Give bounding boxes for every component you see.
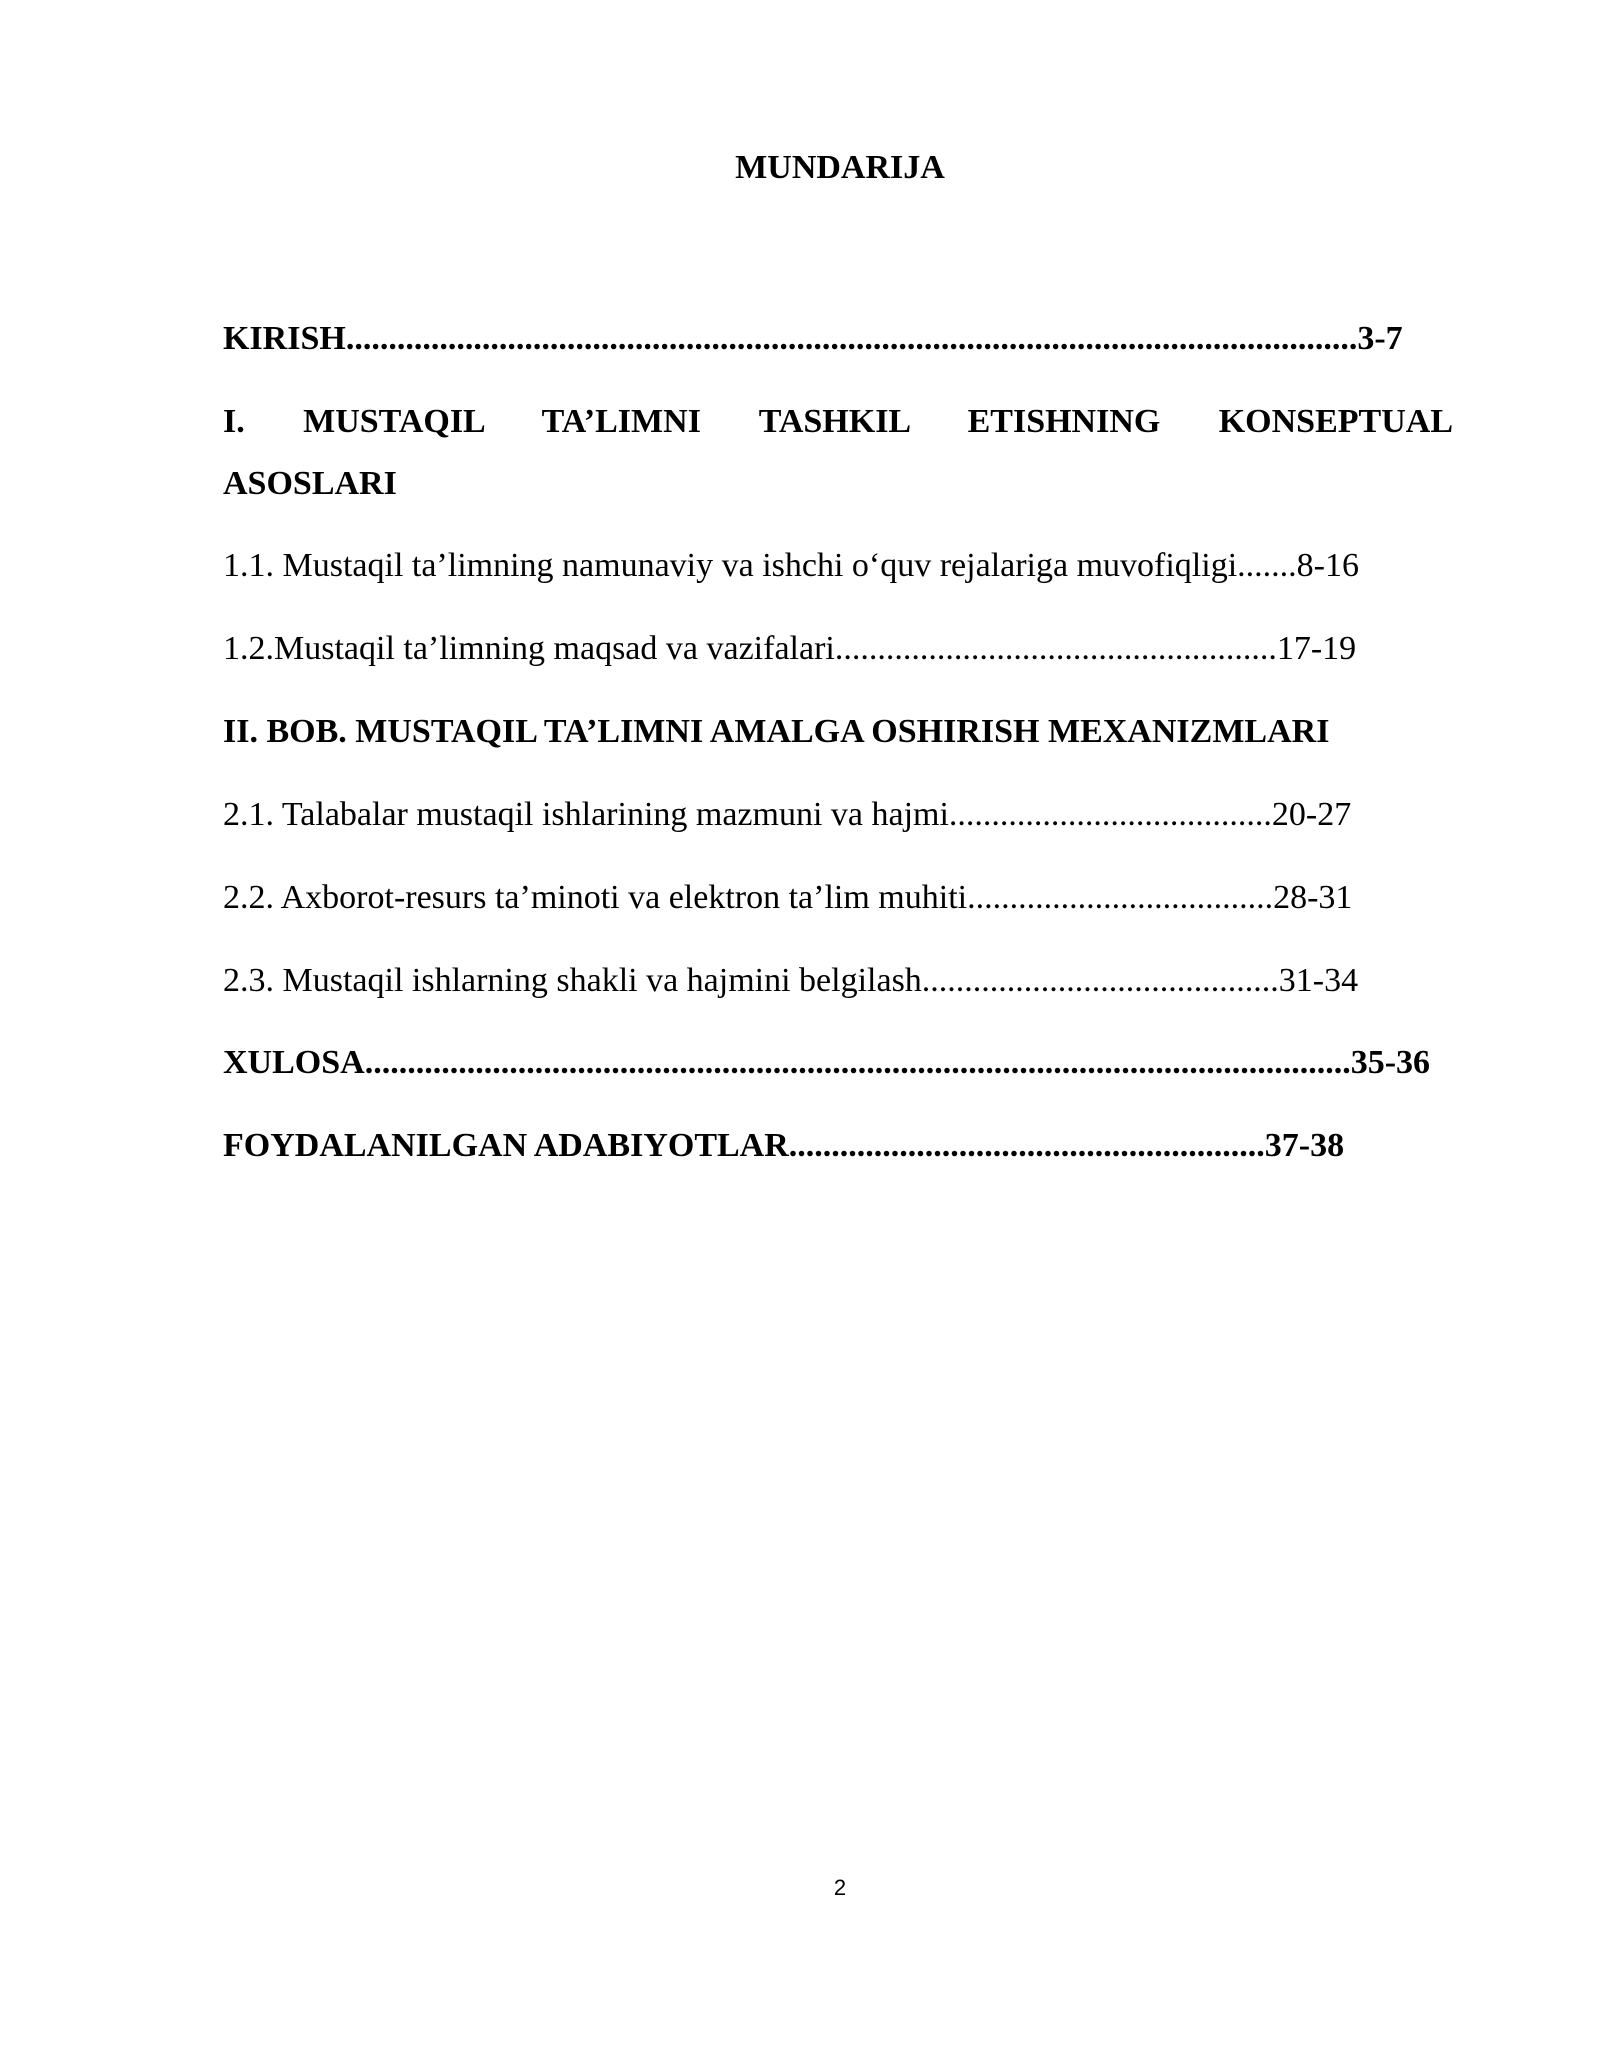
toc-entry-kirish: KIRISH.......................................................................................................................3-7	[223, 320, 1403, 357]
toc-entry-1-1: 1.1. Mustaqil ta’limning namunaviy va ishchi o‘quv rejalariga muvofiqligi.......8-16	[223, 547, 1359, 584]
toc-chapter-1-heading-continuation: ASOSLARI	[223, 465, 397, 502]
toc-entry-2-3: 2.3. Mustaqil ishlarning shakli va hajmini belgilash..........................................31-34	[223, 962, 1359, 999]
page-title: MUNDARIJA	[735, 149, 945, 186]
toc-entry-2-1: 2.1. Talabalar mustaqil ishlarining mazmuni va hajmi......................................20-27	[223, 796, 1352, 833]
toc-entry-adabiyotlar: FOYDALANILGAN ADABIYOTLAR........................................................37-38	[223, 1127, 1345, 1164]
toc-chapter-2-heading: II. BOB. MUSTAQIL TA’LIMNI AMALGA OSHIRISH MEXANIZMLARI	[223, 713, 1330, 750]
toc-entry-1-2: 1.2.Mustaqil ta’limning maqsad va vazifalari....................................................17-19	[223, 630, 1357, 667]
toc-chapter-1-heading: I. MUSTAQIL TA’LIMNI TASHKIL ETISHNING KONSEPTUAL	[223, 403, 1453, 440]
toc-entry-2-2: 2.2. Axborot-resurs ta’minoti va elektron ta’lim muhiti....................................28-31	[223, 879, 1353, 916]
page-number: 2	[833, 1875, 847, 1900]
toc-entry-xulosa: XULOSA....................................................................................................................35-36	[223, 1044, 1431, 1081]
